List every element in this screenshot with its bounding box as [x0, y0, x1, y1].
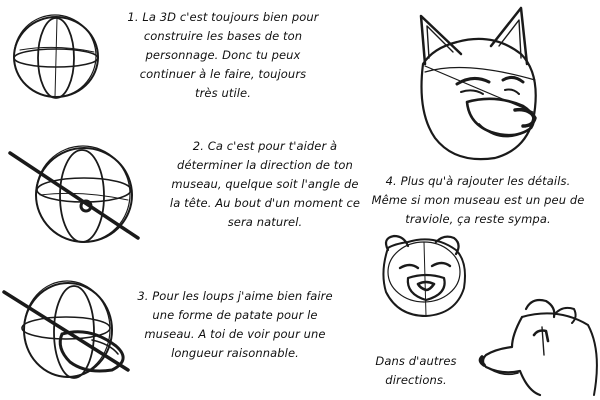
step-1-line: très utile.: [195, 86, 251, 100]
step-2-line: museau, quelque soit l'angle de: [171, 177, 359, 191]
step-2-line: la tête. Au bout d'un moment ce: [169, 196, 361, 210]
step-1-line: construire les bases de ton: [143, 29, 303, 43]
step-2-text: [150, 137, 380, 232]
step-3-line: museau. A toi de voir pour une: [144, 327, 326, 341]
step-1-line: personnage. Donc tu peux: [145, 48, 301, 62]
step-2-line: sera naturel.: [227, 215, 303, 229]
wolf-head-front-sketch: [378, 232, 473, 322]
step-4-line: Même si mon museau est un peu de: [371, 193, 585, 207]
step-4-text: [358, 172, 598, 229]
caption-line: Dans d'autres: [375, 354, 457, 368]
step-4-line: 4. Plus qu'à rajouter les détails.: [385, 174, 571, 188]
step-3-line: 3. Pour les loups j'aime bien faire: [137, 289, 333, 303]
construction-sphere-sketch: [0, 0, 110, 110]
step-3-line: longueur raisonnable.: [171, 346, 299, 360]
wolf-head-profile-sketch: [478, 295, 600, 397]
step-4-line: traviole, ça reste sympa.: [405, 212, 551, 226]
other-directions-caption: [356, 352, 476, 390]
step-2-line: déterminer la direction de ton: [177, 158, 353, 172]
snout-direction-sketch: [0, 130, 150, 250]
step-1-line: 1. La 3D c'est toujours bien pour: [127, 10, 319, 24]
step-3-line: une forme de patate pour le: [152, 308, 318, 322]
step-1-line: continuer à le faire, toujours: [139, 67, 307, 81]
wolf-head-detailed-sketch: [395, 2, 545, 170]
step-2-line: 2. Ca c'est pour t'aider à: [192, 139, 338, 153]
step-1-text: [108, 8, 338, 103]
caption-line: directions.: [385, 373, 447, 387]
step-3-text: [118, 287, 352, 363]
